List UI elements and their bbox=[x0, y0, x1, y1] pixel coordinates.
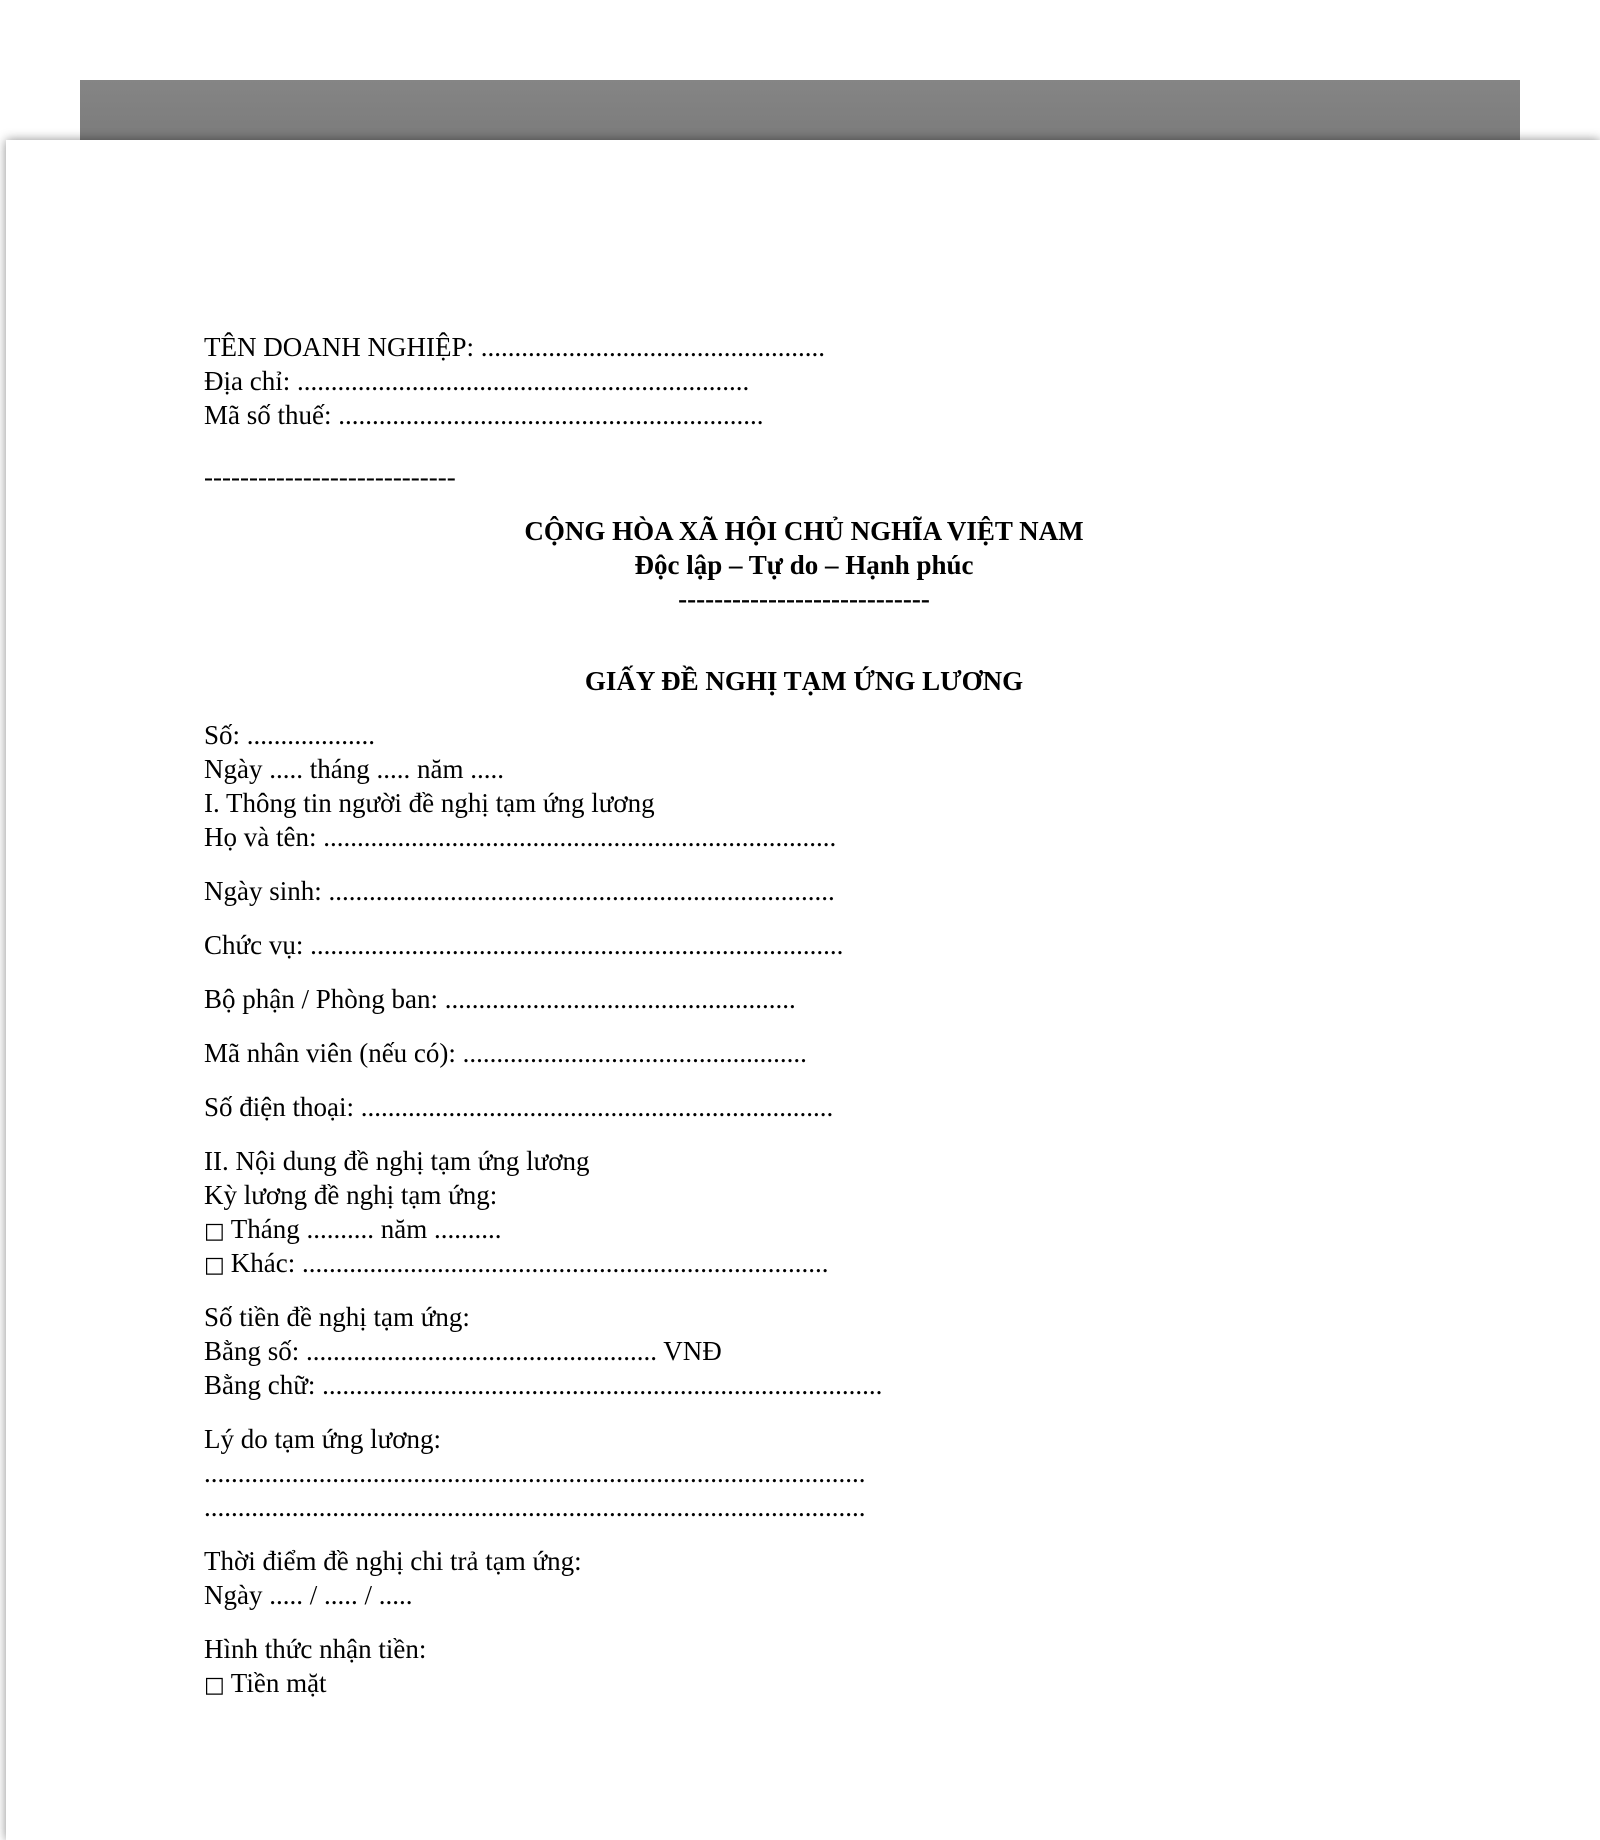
payment-cash-text: Tiền mặt bbox=[230, 1668, 327, 1698]
payment-cash-option[interactable] bbox=[204, 1666, 1404, 1700]
full-name-field: Họ và tên: ............................................................................ bbox=[204, 822, 837, 852]
reason-label: Lý do tạm ứng lương: bbox=[204, 1424, 442, 1454]
period-month-text: Tháng .......... năm .......... bbox=[230, 1214, 502, 1244]
employee-id-field: Mã nhân viên (nếu có): ................................................... bbox=[204, 1038, 807, 1068]
department-field: Bộ phận / Phòng ban: .................................................... bbox=[204, 984, 796, 1014]
payment-time-label: Thời điểm đề nghị chi trả tạm ứng: bbox=[204, 1546, 582, 1576]
checkbox-icon[interactable]: □ bbox=[204, 1219, 225, 1244]
salary-period-label: Kỳ lương đề nghị tạm ứng: bbox=[204, 1180, 498, 1210]
national-heading: CỘNG HÒA XÃ HỘI CHỦ NGHĨA VIỆT NAM bbox=[524, 516, 1084, 546]
checkbox-icon[interactable]: □ bbox=[204, 1253, 225, 1278]
amount-label: Số tiền đề nghị tạm ứng: bbox=[204, 1302, 470, 1332]
national-motto: Độc lập – Tự do – Hạnh phúc bbox=[634, 550, 974, 580]
period-month-option[interactable] bbox=[204, 1212, 1404, 1246]
document-title: GIẤY ĐỀ NGHỊ TẠM ỨNG LƯƠNG bbox=[584, 666, 1024, 696]
birth-date-field: Ngày sinh: ........................................................................... bbox=[204, 876, 835, 906]
document-date-field: Ngày ..... tháng ..... năm ..... bbox=[204, 754, 504, 784]
document-content bbox=[204, 330, 1404, 1700]
national-divider: ---------------------------- bbox=[678, 584, 930, 614]
position-field: Chức vụ: ............................................................................... bbox=[204, 930, 844, 960]
document-page bbox=[6, 140, 1600, 1840]
section2-heading: II. Nội dung đề nghị tạm ứng lương bbox=[204, 1146, 590, 1176]
company-address-field: Địa chỉ: ................................................................... bbox=[204, 366, 750, 396]
reason-line: .................................................................................................. bbox=[204, 1492, 866, 1522]
company-tax-code-field: Mã số thuế: ............................................................... bbox=[204, 400, 764, 430]
reason-line: .................................................................................................. bbox=[204, 1458, 866, 1488]
phone-field: Số điện thoại: ...................................................................... bbox=[204, 1092, 834, 1122]
company-name-field: TÊN DOANH NGHIỆP: ................................................... bbox=[204, 332, 825, 362]
section1-heading: I. Thông tin người đề nghị tạm ứng lương bbox=[204, 788, 655, 818]
payment-method-label: Hình thức nhận tiền: bbox=[204, 1634, 427, 1664]
payment-time-date: Ngày ..... / ..... / ..... bbox=[204, 1580, 413, 1610]
checkbox-icon[interactable]: □ bbox=[204, 1673, 225, 1698]
period-other-text: Khác: .............................................................................. bbox=[230, 1248, 829, 1278]
company-divider: ---------------------------- bbox=[204, 462, 456, 492]
document-number-field: Số: ................... bbox=[204, 720, 376, 750]
amount-number-field: Bằng số: .................................................... VNĐ bbox=[204, 1336, 722, 1366]
amount-words-field: Bằng chữ: ................................................................................... bbox=[204, 1370, 883, 1400]
period-other-option[interactable] bbox=[204, 1246, 1404, 1280]
